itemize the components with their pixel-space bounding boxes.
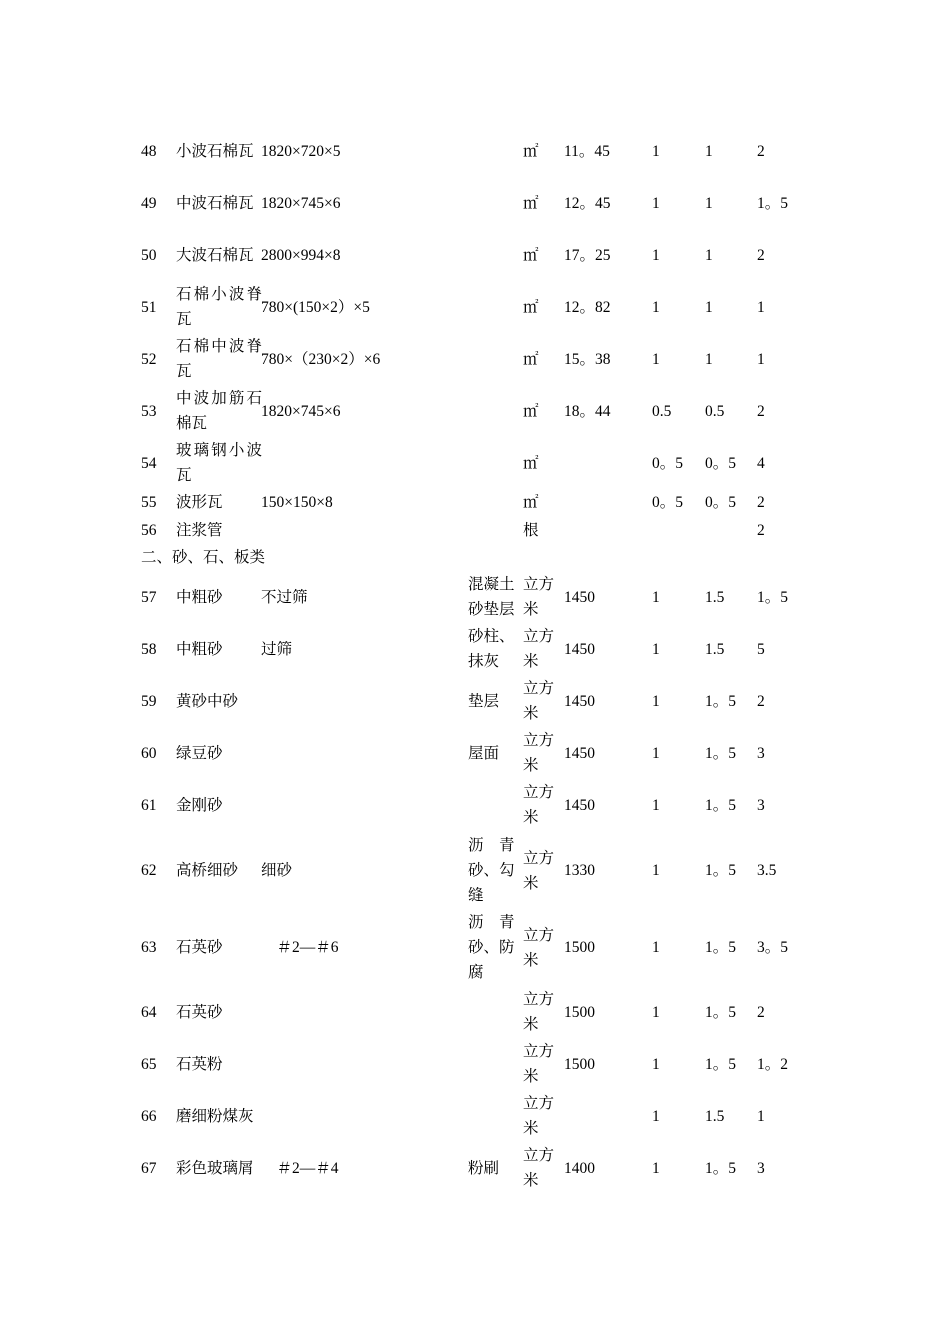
material-name-cell: 中粗砂 <box>176 588 223 606</box>
specification-cell <box>261 986 451 1038</box>
unit-cell: ㎡ <box>523 402 539 420</box>
row-number-cell: 55 <box>141 494 157 511</box>
specification-cell <box>261 780 451 830</box>
row-number-cell: 66 <box>141 1107 157 1125</box>
value-b-cell: 1 <box>705 350 713 368</box>
usage-cell <box>468 386 522 436</box>
specification-cell <box>261 1038 451 1090</box>
value-b-cell <box>705 518 755 543</box>
material-name-cell: 石英砂 <box>176 1003 223 1021</box>
specification-cell <box>261 728 451 778</box>
value-b-cell: 1。5 <box>705 1055 737 1073</box>
usage-cell <box>468 438 522 488</box>
specification-cell: 780×（230×2）×6 <box>261 350 381 368</box>
value-c-cell: 2 <box>757 142 765 160</box>
material-name-cell: 中波加筋石棉瓦 <box>176 390 262 432</box>
unit-weight-cell: 11。45 <box>564 142 610 160</box>
specification-cell <box>261 1090 451 1142</box>
value-a-cell: 1 <box>652 1159 660 1177</box>
table-row <box>0 1038 950 1090</box>
value-b-cell: 1.5 <box>705 588 725 606</box>
value-a-cell: 1 <box>652 744 660 762</box>
value-c-cell: 3 <box>757 1159 765 1177</box>
table-row <box>0 178 950 228</box>
unit-weight-cell: 1500 <box>564 1055 595 1073</box>
usage-cell: 沥 青砂、勾缝 <box>468 837 515 904</box>
material-name-cell: 石棉小波脊瓦 <box>176 286 262 328</box>
unit-weight-cell: 12。45 <box>564 194 611 212</box>
value-a-cell: 1 <box>652 246 660 264</box>
value-b-cell: 1 <box>705 246 713 264</box>
table-row <box>0 438 950 488</box>
material-name-cell: 石英砂 <box>176 939 223 956</box>
usage-cell <box>468 334 522 384</box>
unit-weight-cell <box>564 1090 650 1142</box>
usage-cell: 垫层 <box>468 692 500 710</box>
unit-cell: 立方米 <box>523 576 555 618</box>
value-c-cell: 3 <box>757 744 765 762</box>
unit-cell: 立方米 <box>523 784 555 826</box>
value-c-cell: 2 <box>757 522 765 539</box>
row-number-cell: 48 <box>141 142 157 160</box>
section-heading: 二、砂、石、板类 <box>141 549 266 566</box>
material-name-cell: 大波石棉瓦 <box>176 246 254 264</box>
unit-weight-cell: 1400 <box>564 1159 595 1177</box>
specification-cell: 2800×994×8 <box>261 246 341 264</box>
unit-weight-cell: 1500 <box>564 939 595 956</box>
value-a-cell <box>652 518 702 543</box>
value-b-cell: 1.5 <box>705 640 725 658</box>
value-a-cell: 1 <box>652 796 660 814</box>
table-row <box>0 909 950 986</box>
unit-weight-cell: 1450 <box>564 692 595 710</box>
value-c-cell: 4 <box>757 454 765 472</box>
value-c-cell: 1 <box>757 298 765 316</box>
value-b-cell: 1 <box>705 298 713 316</box>
value-a-cell: 1 <box>652 1055 660 1073</box>
unit-cell: 立方米 <box>523 680 555 722</box>
table-row <box>0 282 950 332</box>
value-a-cell: 1 <box>652 692 660 710</box>
table-row <box>0 832 950 909</box>
unit-weight-cell: 1450 <box>564 588 595 606</box>
value-a-cell: 1 <box>652 142 660 160</box>
usage-cell <box>468 178 522 228</box>
row-number-cell: 62 <box>141 862 157 879</box>
row-number-cell: 60 <box>141 744 157 762</box>
row-number-cell: 67 <box>141 1159 157 1177</box>
row-number-cell: 64 <box>141 1003 157 1021</box>
material-name-cell: 波形瓦 <box>176 494 223 511</box>
usage-cell: 屋面 <box>468 744 500 762</box>
value-c-cell: 2 <box>757 692 765 710</box>
value-b-cell: 1。5 <box>705 862 737 879</box>
table-row <box>0 572 950 622</box>
row-number-cell: 54 <box>141 454 157 472</box>
value-b-cell: 0.5 <box>705 402 725 420</box>
unit-weight-cell: 18。44 <box>564 402 611 420</box>
table-row <box>0 1142 950 1194</box>
value-c-cell: 2 <box>757 1003 765 1021</box>
table-row <box>0 230 950 280</box>
usage-cell <box>468 780 522 830</box>
value-b-cell: 1。5 <box>705 744 737 762</box>
value-a-cell: 1 <box>652 939 660 956</box>
value-c-cell: 1 <box>757 350 765 368</box>
value-c-cell: 2 <box>757 246 765 264</box>
unit-cell: 立方米 <box>523 926 555 969</box>
usage-cell <box>468 518 522 543</box>
value-b-cell: 1。5 <box>705 1003 737 1021</box>
value-a-cell: 1 <box>652 640 660 658</box>
material-name-cell: 注浆管 <box>176 522 223 539</box>
unit-cell: ㎡ <box>523 246 539 264</box>
row-number-cell: 52 <box>141 350 157 368</box>
unit-cell: ㎡ <box>523 454 539 472</box>
unit-cell: 立方米 <box>523 628 555 670</box>
value-a-cell: 1 <box>652 298 660 316</box>
usage-cell <box>468 230 522 280</box>
value-c-cell: 3.5 <box>757 862 777 879</box>
usage-cell <box>468 986 522 1038</box>
value-c-cell: 1。2 <box>757 1055 789 1073</box>
table-row <box>0 780 950 830</box>
unit-weight-cell: 15。38 <box>564 350 611 368</box>
material-name-cell: 中粗砂 <box>176 640 223 658</box>
value-a-cell: 1 <box>652 350 660 368</box>
material-name-cell: 玻璃钢小波瓦 <box>176 442 262 484</box>
material-name-cell: 磨细粉煤灰 <box>176 1107 254 1125</box>
value-b-cell: 1。5 <box>705 939 737 956</box>
table-row <box>0 386 950 436</box>
unit-cell: ㎡ <box>523 194 539 212</box>
table-row <box>0 490 950 515</box>
unit-weight-cell: 1450 <box>564 744 595 762</box>
table-row <box>0 728 950 778</box>
row-number-cell: 53 <box>141 402 157 420</box>
unit-cell: ㎡ <box>523 298 539 316</box>
unit-weight-cell <box>564 490 650 515</box>
value-c-cell: 2 <box>757 494 765 511</box>
table-row <box>0 334 950 384</box>
unit-weight-cell <box>564 438 650 488</box>
unit-weight-cell: 1450 <box>564 640 595 658</box>
value-a-cell: 1 <box>652 1107 660 1125</box>
table-row <box>0 518 950 543</box>
value-a-cell: 0。5 <box>652 494 684 511</box>
row-number-cell: 58 <box>141 640 157 658</box>
unit-cell: 立方米 <box>523 991 555 1033</box>
value-b-cell: 1。5 <box>705 1159 737 1177</box>
unit-cell: 立方米 <box>523 732 555 774</box>
value-a-cell: 1 <box>652 1003 660 1021</box>
value-b-cell: 1。5 <box>705 796 737 814</box>
value-a-cell: 0。5 <box>652 454 684 472</box>
specification-cell: 1820×745×6 <box>261 402 341 420</box>
specification-cell <box>261 676 451 726</box>
unit-cell: ㎡ <box>523 142 539 160</box>
value-c-cell: 3。5 <box>757 939 789 956</box>
specification-cell: ＃2—＃6 <box>261 939 339 956</box>
value-b-cell: 1 <box>705 194 713 212</box>
material-name-cell: 彩色玻璃屑 <box>176 1159 254 1177</box>
specification-cell: 780×(150×2）×5 <box>261 298 370 316</box>
table-row <box>0 624 950 674</box>
material-name-cell: 绿豆砂 <box>176 744 223 762</box>
unit-weight-cell <box>564 518 650 543</box>
usage-cell <box>468 1038 522 1090</box>
unit-cell: 立方米 <box>523 849 555 892</box>
specification-cell: 细砂 <box>261 862 293 879</box>
unit-weight-cell: 17。25 <box>564 246 611 264</box>
table-row <box>0 986 950 1038</box>
usage-cell <box>468 490 522 515</box>
value-c-cell: 3 <box>757 796 765 814</box>
unit-cell: ㎡ <box>523 350 539 368</box>
specification-cell: 不过筛 <box>261 588 308 606</box>
row-number-cell: 59 <box>141 692 157 710</box>
specification-cell <box>261 438 451 488</box>
usage-cell <box>468 126 522 176</box>
usage-cell <box>468 1090 522 1142</box>
specification-cell: 1820×720×5 <box>261 142 341 160</box>
unit-weight-cell: 12。82 <box>564 298 611 316</box>
material-name-cell: 石英粉 <box>176 1055 223 1073</box>
usage-cell <box>468 282 522 332</box>
material-name-cell: 黄砂中砂 <box>176 692 239 710</box>
row-number-cell: 57 <box>141 588 157 606</box>
value-a-cell: 1 <box>652 588 660 606</box>
specification-cell: 150×150×8 <box>261 494 333 511</box>
unit-weight-cell: 1500 <box>564 1003 595 1021</box>
material-name-cell: 高桥细砂 <box>176 862 239 879</box>
specification-cell: 1820×745×6 <box>261 194 341 212</box>
row-number-cell: 51 <box>141 298 157 316</box>
row-number-cell: 56 <box>141 522 157 539</box>
value-b-cell: 0。5 <box>705 454 737 472</box>
table-row <box>0 126 950 176</box>
usage-cell: 沥 青砂、防腐 <box>468 914 515 981</box>
table-row <box>0 1090 950 1142</box>
unit-cell: 立方米 <box>523 1095 555 1137</box>
value-a-cell: 1 <box>652 194 660 212</box>
value-c-cell: 1。5 <box>757 588 789 606</box>
value-a-cell: 1 <box>652 862 660 879</box>
row-number-cell: 49 <box>141 194 157 212</box>
unit-cell: 立方米 <box>523 1147 555 1189</box>
row-number-cell: 63 <box>141 939 157 956</box>
usage-cell: 混凝土砂垫层 <box>468 576 515 618</box>
material-name-cell: 石棉中波脊瓦 <box>176 338 262 380</box>
value-c-cell: 5 <box>757 640 765 658</box>
row-number-cell: 61 <box>141 796 157 814</box>
usage-cell: 砂柱、抹灰 <box>468 628 515 670</box>
material-name-cell: 中波石棉瓦 <box>176 194 254 212</box>
material-name-cell: 小波石棉瓦 <box>176 142 254 160</box>
value-b-cell: 1 <box>705 142 713 160</box>
unit-cell: ㎡ <box>523 494 539 511</box>
value-a-cell: 0.5 <box>652 402 672 420</box>
material-name-cell: 金刚砂 <box>176 796 223 814</box>
row-number-cell: 50 <box>141 246 157 264</box>
unit-cell: 根 <box>523 522 539 539</box>
specification-cell: 过筛 <box>261 640 293 658</box>
value-b-cell: 1。5 <box>705 692 737 710</box>
value-b-cell: 1.5 <box>705 1107 725 1125</box>
usage-cell: 粉刷 <box>468 1159 500 1177</box>
value-c-cell: 1。5 <box>757 194 789 212</box>
specification-cell: ＃2—＃4 <box>261 1159 339 1177</box>
value-b-cell: 0。5 <box>705 494 737 511</box>
unit-weight-cell: 1450 <box>564 796 595 814</box>
value-c-cell: 2 <box>757 402 765 420</box>
value-c-cell: 1 <box>757 1107 765 1125</box>
table-row <box>0 676 950 726</box>
unit-cell: 立方米 <box>523 1043 555 1085</box>
unit-weight-cell: 1330 <box>564 862 595 879</box>
row-number-cell: 65 <box>141 1055 157 1073</box>
specification-cell <box>261 518 451 543</box>
